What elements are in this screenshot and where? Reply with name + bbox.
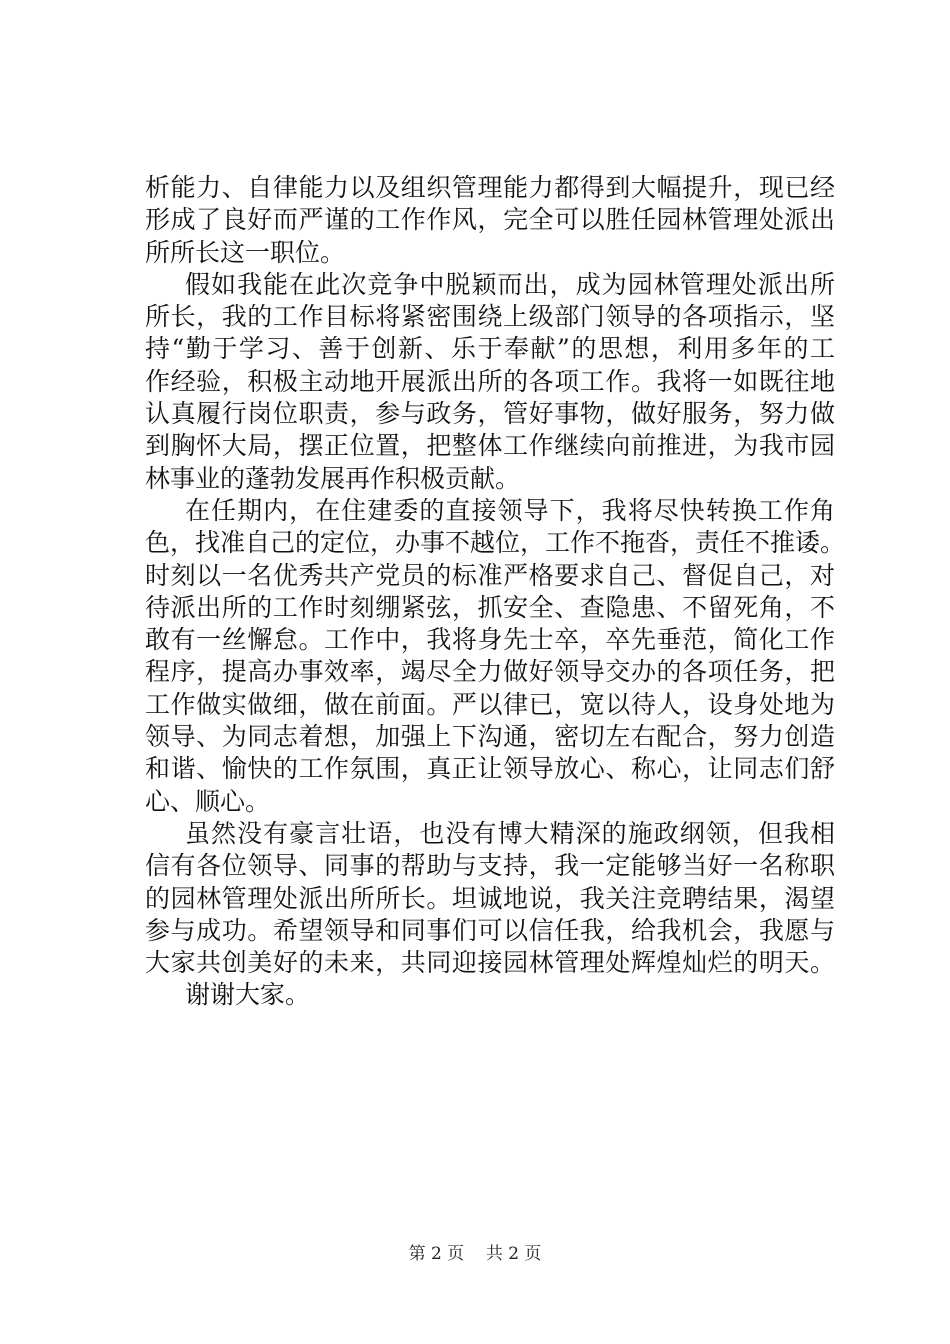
text-line: 虽然没有豪言壮语，也没有博大精深的施政纲领，但我相 [185,818,835,848]
text-line: 作经验，积极主动地开展派出所的各项工作。我将一如既往地 [145,366,835,396]
text-line: 在任期内，在住建委的直接领导下，我将尽快转换工作角 [185,495,835,525]
text-line: 时刻以一名优秀共产党员的标准严格要求自己、督促自己，对 [145,560,835,590]
text-line: 待派出所的工作时刻绷紧弦，抓安全、查隐患、不留死角，不 [145,592,835,622]
text-line: 谢谢大家。 [185,980,311,1010]
text-line: 和谐、愉快的工作氛围，真正让领导放心、称心，让同志们舒 [145,754,835,784]
page-number: 第 2 页 [408,1244,465,1264]
text-line: 所长，我的工作目标将紧密围绕上级部门领导的各项指示，坚 [145,302,835,332]
text-line: 心、顺心。 [145,786,271,816]
text-line: 认真履行岗位职责，参与政务，管好事物，做好服务，努力做 [145,399,835,429]
text-line: 的园林管理处派出所所长。坦诚地说，我关注竞聘结果，渴望 [145,883,835,913]
text-line: 析能力、自律能力以及组织管理能力都得到大幅提升，现已经 [145,173,835,202]
page-footer [0,1242,950,1266]
footer-spacer [470,1242,481,1266]
text-line: 信有各位领导、同事的帮助与支持，我一定能够当好一名称职 [145,851,835,881]
text-line: 领导、为同志着想，加强上下沟通，密切左右配合，努力创造 [145,722,835,752]
text-line: 所所长这一职位。 [145,237,346,267]
text-line: 色，找准自己的定位，办事不越位，工作不拖沓，责任不推诿。 [145,528,846,558]
text-line: 假如我能在此次竞争中脱颖而出，成为园林管理处派出所 [185,269,835,299]
text-line: 持“勤于学习、善于创新、乐于奉献”的思想，利用多年的工 [145,334,835,364]
total-pages: 共 2 页 [485,1244,542,1264]
text-line: 敢有一丝懈怠。工作中，我将身先士卒，卒先垂范，简化工作 [145,625,835,655]
text-line: 程序，提高办事效率，竭尽全力做好领导交办的各项任务，把 [145,657,835,687]
text-line: 林事业的蓬勃发展再作积极贡献。 [145,463,521,493]
text-line: 大家共创美好的未来，共同迎接园林管理处辉煌灿烂的明天。 [145,948,835,978]
text-line: 到胸怀大局，摆正位置，把整体工作继续向前推进，为我市园 [145,431,835,461]
document-body [145,172,846,1012]
text-line: 工作做实做细，做在前面。严以律已，宽以待人，设身处地为 [145,689,835,719]
text-line: 形成了良好而严谨的工作作风，完全可以胜任园林管理处派出 [145,205,835,235]
text-line: 参与成功。希望领导和同事们可以信任我，给我机会，我愿与 [145,915,835,945]
